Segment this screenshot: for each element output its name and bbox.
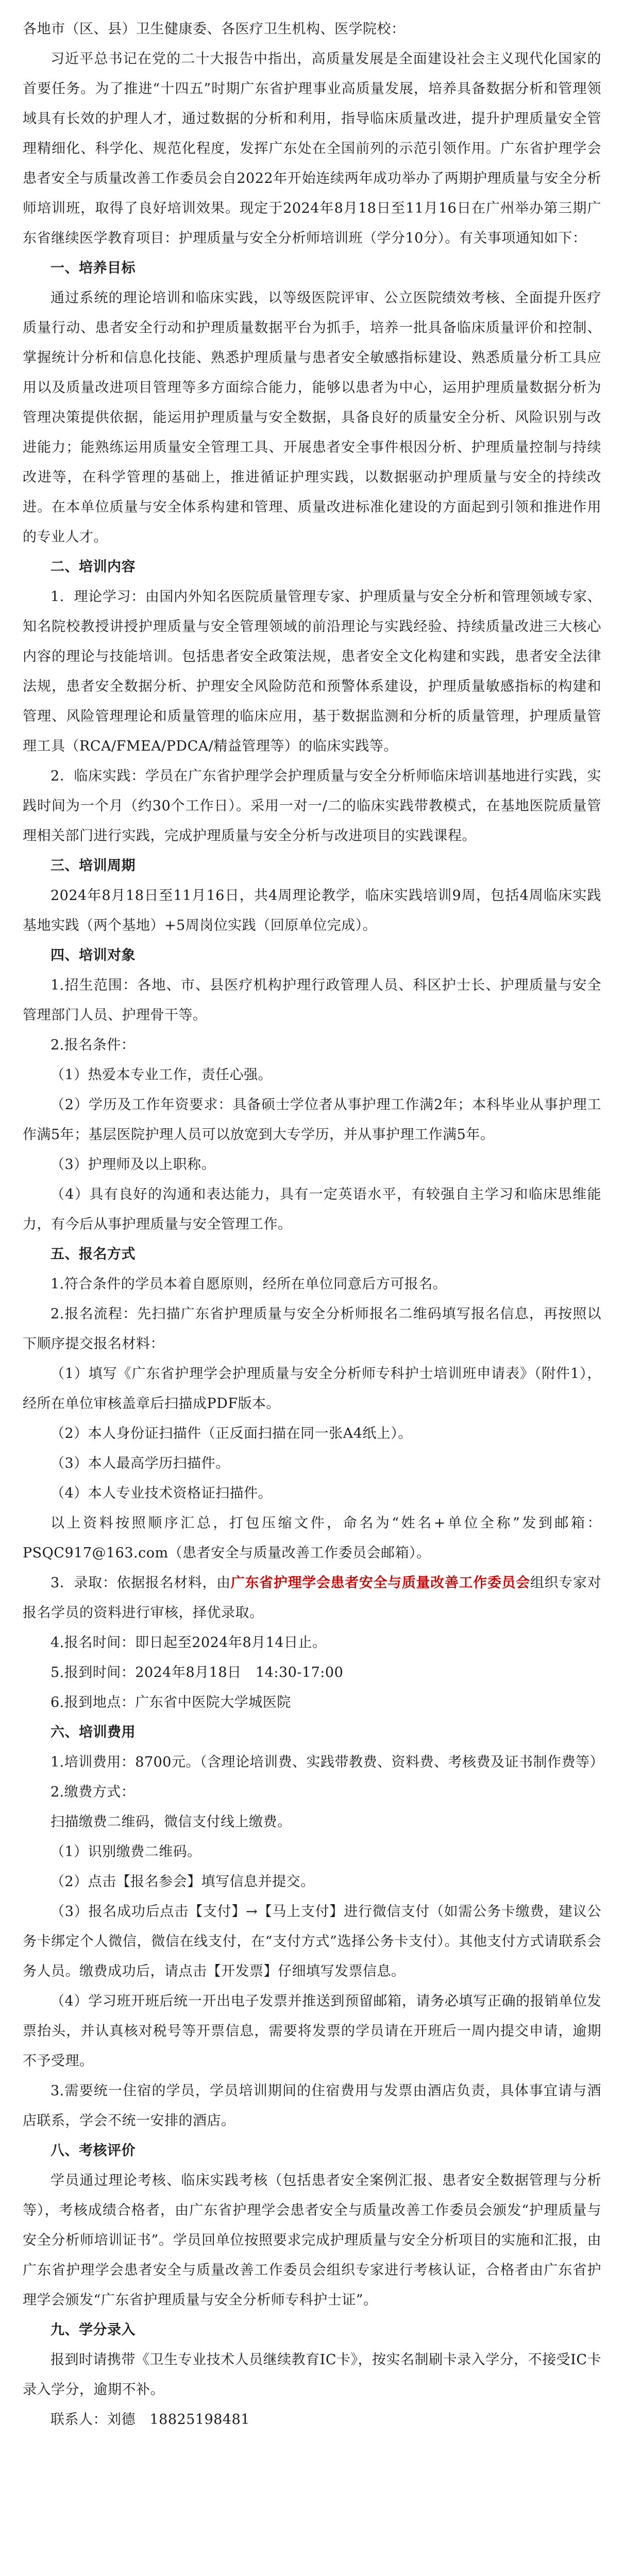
section-3-body: 2024年8月18日至11月16日，共4周理论教学，临床实践培训9周，包括4周临床实践基地实践（两个基地）+5周岗位实践（回原单位完成）。 — [23, 888, 601, 934]
section-5-item-1: 1.符合条件的学员本着自愿原则，经所在单位同意后方可报名。 — [50, 1276, 447, 1292]
section-9-title: 九、学分录入 — [50, 2322, 136, 2338]
section-1-body: 通过系统的理论培训和临床实践，以等级医院评审、公立医院绩效考核、全面提升医疗质量行动、患者安全行动和护理质量数据平台为抓手，培养一批具备临床质量评价和控制、掌握统计分析和信息化技能、熟悉护理质量与患者安全敏感指标建设、熟悉质量分析工具应用以及质量改进项目管理等多方面综合能力，能够以患者为中心，运用护理质量数据分析为管理决策提供依据，能运用护理质量与安全数据，具备良好的质量安全分析、风险识别与改进能力；能熟练运用质量安全管理工具、开展患者安全事件根因分析、护理质量控制与持续改进等，在科学管理的基础上，推进循证护理实践，以数据驱动护理质量与安全的持续改进。在本单位质量与安全体系构建和管理、质量改进标准化建设的方面起到引领和推进作用的专业人才。 — [23, 290, 601, 545]
section-3-title: 三、培训周期 — [50, 858, 136, 874]
section-8-body: 学员通过理论考核、临床实践考核（包括患者安全案例汇报、患者安全数据管理与分析等），考核成绩合格者，由广东省护理学会患者安全与质量改善工作委员会颁发“护理质量与安全分析师培训证书”。学员回单位按照要求完成护理质量与安全分析项目的实施和汇报，由广东省护理学会患者安全与质量改善工作委员会组织专家进行考核认证，合格者由广东省护理学会颁发“广东省护理质量与安全分析师专科护士证”。 — [23, 2173, 601, 2308]
section-5-material-note: 以上资料按照顺序汇总，打包压缩文件，命名为“姓名+单位全称”发到邮箱：PSQC917@163.com（患者安全与质量改善工作委员会邮箱）。 — [23, 1515, 601, 1561]
section-9-body: 报到时请携带《卫生专业技术人员继续教育IC卡》，按实名制刷卡录入学分，不接受IC卡录入学分，逾期不补。 — [23, 2352, 601, 2398]
section-8-title: 八、考核评价 — [50, 2143, 136, 2159]
section-5-item-2: 2.报名流程：先扫描广东省护理质量与安全分析师报名二维码填写报名信息，再按照以下顺序提交报名材料： — [23, 1306, 601, 1352]
section-5-material-4: （4）本人专业技术资格证扫描件。 — [50, 1485, 273, 1501]
section-5-material-3: （3）本人最高学历扫描件。 — [50, 1455, 230, 1471]
section-6-item-3: 3.需要统一住宿的学员，学员培训期间的住宿费用与发票由酒店负责，具体事宜请与酒店联系，学会不统一安排的酒店。 — [23, 2083, 601, 2129]
section-6-title: 六、培训费用 — [50, 1724, 136, 1740]
section-6-pay-intro: 扫描缴费二维码，微信支付线上缴费。 — [50, 1814, 292, 1830]
section-6-step-2: （2）点击【报名参会】填写信息并提交。 — [50, 1874, 315, 1890]
section-6-item-1: 1.培训费用：8700元。（含理论培训费、实践带教费、资料费、考核费及证书制作费等） — [50, 1754, 604, 1770]
section-6-step-4: （4）学习班开班后统一开出电子发票并推送到预留邮箱，请务必填写正确的报销单位发票抬头，并认真核对税号等开票信息，需要将发票的学员请在开班后一周内提交申请，逾期不予受理。 — [23, 1993, 601, 2069]
section-5-material-1: （1）填写《广东省护理学会护理质量与安全分析师专科护士培训班申请表》（附件1），经所在单位审核盖章后扫描成PDF版本。 — [23, 1366, 601, 1412]
admission-suffix: 组织专家对报名学员的资料进行审核，择优录取。 — [23, 1575, 602, 1621]
section-5-title: 五、报名方式 — [50, 1246, 136, 1262]
section-6-step-3: （3）报名成功后点击【支付】→【马上支付】进行微信支付（如需公务卡缴费，建议公务卡绑定个人微信，微信在线支付，在“支付方式”选择公务卡支付）。其他支付方式请联系会务人员。缴费成功后，请点击【开发票】仔细填写发票信息。 — [23, 1904, 601, 1979]
section-1-title: 一、培养目标 — [50, 260, 136, 276]
section-4-condition-1: （1）热爱本专业工作，责任心强。 — [50, 1067, 273, 1083]
admission-prefix: 3．录取：依据报名材料，由 — [50, 1575, 231, 1591]
section-6-item-2: 2.缴费方式： — [50, 1784, 136, 1800]
section-4-condition-2: （2）学历及工作年资要求：具备硕士学位者从事护理工作满2年；本科毕业从事护理工作满5年；基层医院护理人员可以放宽到大专学历，并从事护理工作满5年。 — [23, 1097, 601, 1143]
section-2-item-2: 2．临床实践：学员在广东省护理学会护理质量与安全分析师临床培训基地进行实践，实践时间为一个月（约30个工作日）。采用一对一/二的临床实践带教模式，在基地医院质量管理相关部门进行实践，完成护理质量与安全分析与改进项目的实践课程。 — [23, 768, 601, 844]
section-5-item-3 — [23, 1568, 601, 1628]
salutation: 各地市（区、县）卫生健康委、各医疗卫生机构、医学院校： — [23, 21, 406, 37]
section-5-material-2: （2）本人身份证扫描件（正反面扫描在同一张A4纸上）。 — [50, 1426, 412, 1442]
intro-paragraph: 习近平总书记在党的二十大报告中指出，高质量发展是全面建设社会主义现代化国家的首要任务。为了推进“十四五”时期广东省护理事业高质量发展，培养具备数据分析和管理领域具有长效的护理人才，通过数据的分析和利用，指导临床质量改进，提升护理质量安全管理精细化、科学化、规范化程度，发挥广东处在全国前列的示范引领作用。广东省护理学会患者安全与质量改善工作委员会自2022年开始连续两年成功举办了两期护理质量与安全分析师培训班，取得了良好培训效果。现定于2024年8月18日至11月16日在广州举办第三期广东省继续医学教育项目：护理质量与安全分析师培训班（学分10分）。有关事项通知如下： — [23, 51, 601, 246]
section-4-item-2: 2.报名条件： — [50, 1037, 136, 1053]
section-5-item-5: 5.报到时间：2024年8月18日 14:30-17:00 — [50, 1665, 344, 1681]
section-6-step-1: （1）识别缴费二维码。 — [50, 1844, 201, 1860]
section-4-item-1: 1.招生范围：各地、市、县医疗机构护理行政管理人员、科区护士长、护理质量与安全管理部门人员、护理骨干等。 — [23, 977, 601, 1023]
section-4-condition-4: （4）具有良好的沟通和表达能力，具有一定英语水平，有较强自主学习和临床思维能力，有今后从事护理质量与安全管理工作。 — [23, 1187, 601, 1232]
section-4-title: 四、培训对象 — [50, 947, 136, 963]
section-2-title: 二、培训内容 — [50, 559, 136, 575]
committee-highlight: 广东省护理学会患者安全与质量改善工作委员会 — [230, 1575, 530, 1591]
section-5-item-6: 6.报到地点：广东省中医院大学城医院 — [50, 1694, 291, 1710]
section-4-condition-3: （3）护理师及以上职称。 — [50, 1157, 216, 1173]
section-2-item-1: 1．理论学习：由国内外知名医院质量管理专家、护理质量与安全分析和管理领域专家、知名院校教授讲授护理质量与安全管理领域的前沿理论与实践经验、持续质量改进三大核心内容的理论与技能培训。包括患者安全政策法规，患者安全文化构建和实践，患者安全法律法规，患者安全数据分析、护理安全风险防范和预警体系建设，护理质量敏感指标的构建和管理、风险管理理论和质量管理的临床应用，基于数据监测和分析的质量管理，护理质量管理工具（RCA/FMEA/PDCA/精益管理等）的临床实践等。 — [23, 589, 601, 754]
section-5-item-4: 4.报名时间：即日起至2024年8月14日止。 — [50, 1635, 327, 1651]
contact-line: 联系人：刘德 18825198481 — [50, 2412, 250, 2428]
